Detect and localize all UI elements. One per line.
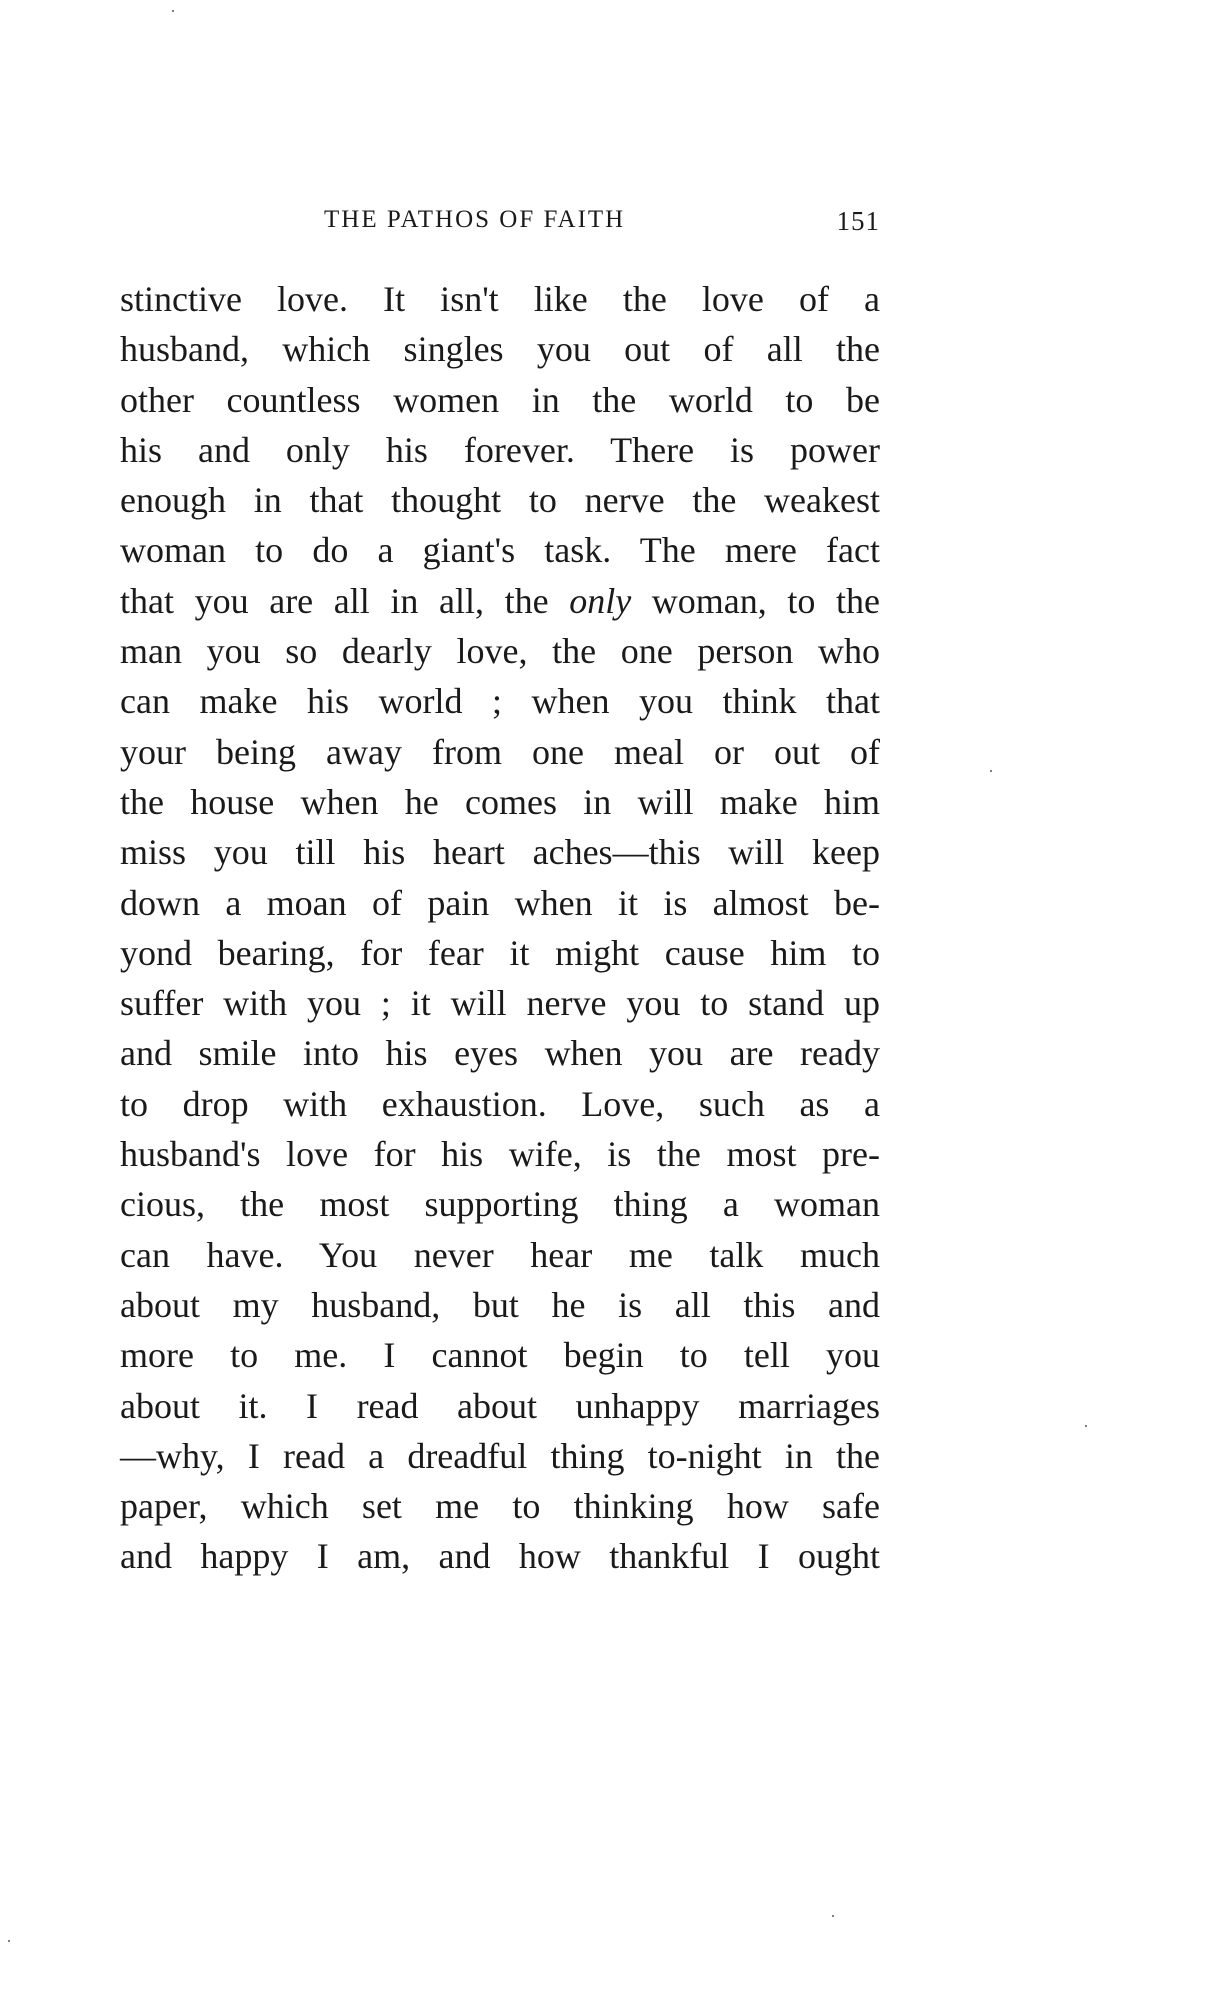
text-line [120,375,880,425]
text-segment: suffer with you ; it will nerve you to stand up [120,983,880,1024]
text-line [120,425,880,475]
text-line [120,475,880,525]
text-line [120,274,880,324]
text-segment: that you are all in all, the [120,580,570,621]
print-speck [1085,1425,1087,1427]
text-line [120,1330,880,1380]
text-line [120,676,880,726]
text-line [120,626,880,676]
running-title: THE PATHOS OF FAITH [324,206,626,233]
text-segment: cious, the most supporting thing a woman [120,1184,880,1225]
text-segment: husband, which singles you out of all the [120,329,880,370]
body-text [120,274,880,1582]
text-segment: can make his world ; when you think that [120,681,880,722]
text-line [120,324,880,374]
text-line [120,1028,880,1078]
text-line [120,525,880,575]
text-segment: enough in that thought to nerve the weakest [120,480,880,521]
page-number: 151 [836,206,880,236]
text-segment: can have. You never hear me talk much [120,1234,880,1275]
text-line [120,1531,880,1581]
text-segment: down a moan of pain when it is almost be- [120,882,880,923]
text-segment: —why, I read a dreadful thing to-night in the [120,1435,880,1476]
text-segment: and smile into his eyes when you are ready [120,1033,880,1074]
text-segment: stinctive love. It isn't like the love of a [120,279,880,319]
text-segment: about it. I read about unhappy marriages [120,1385,880,1426]
text-segment: to drop with exhaustion. Love, such as a [120,1083,880,1124]
text-line [120,1481,880,1531]
text-segment: more to me. I cannot begin to tell you [120,1335,880,1376]
print-speck [990,770,992,772]
text-line [120,827,880,877]
text-line [120,1079,880,1129]
text-segment: his and only his forever. There is power [120,429,880,470]
text-segment: your being away from one meal or out of [120,731,880,772]
text-segment: woman to do a giant's task. The mere fact [120,530,880,571]
text-segment: other countless women in the world to be [120,379,880,420]
text-line [120,1230,880,1280]
text-segment: about my husband, but he is all this and [120,1284,880,1325]
text-line [120,978,880,1028]
text-segment: the house when he comes in will make him [120,781,880,822]
text-line [120,727,880,777]
text-line [120,878,880,928]
text-segment: husband's love for his wife, is the most pre- [120,1134,880,1175]
text-segment: miss you till his heart aches—this will keep [120,832,880,873]
text-segment: man you so dearly love, the one person who [120,631,880,672]
print-speck [8,1940,10,1942]
text-line [120,576,880,626]
text-segment: yond bearing, for fear it might cause him to [120,932,880,973]
text-segment: and happy I am, and how thankful I ought [120,1536,880,1577]
text-line [120,928,880,978]
text-segment: woman, to the [631,580,880,621]
text-segment: paper, which set me to thinking how safe [120,1486,880,1527]
print-speck [832,1915,834,1917]
print-speck [172,10,174,12]
italic-word: only [569,580,632,621]
text-line [120,777,880,827]
text-line [120,1381,880,1431]
text-line [120,1280,880,1330]
text-line [120,1129,880,1179]
text-line [120,1431,880,1481]
text-line [120,1179,880,1229]
page-header [120,206,880,246]
